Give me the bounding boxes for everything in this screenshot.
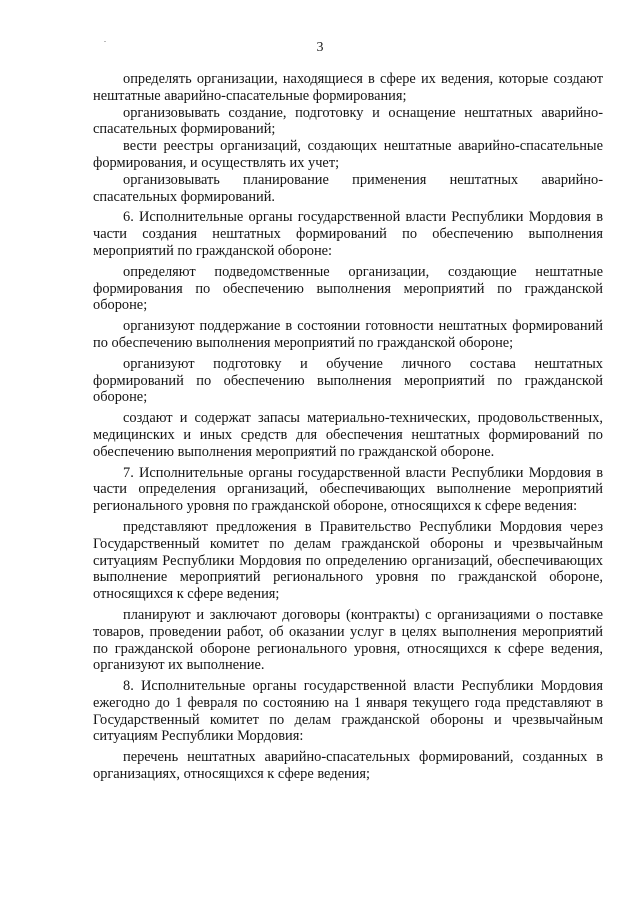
paragraph: организовывать планирование применения нештатных аварийно-спасательных формирований. [93, 171, 603, 205]
paragraph: представляют предложения в Правительство Республики Мордовия через Государственный комитет по делам гражданской обороны и чрезвычайным ситуациям Республики Мордовия по определению организаций, обеспечивающих выполнение мероприятий регионального уровня по гражданской обороне, относящихся к сфере ведения; [93, 518, 603, 603]
paragraph: организуют поддержание в состоянии готовности нештатных формирований по обеспечению выполнения мероприятий по гражданской обороне; [93, 318, 603, 351]
paragraph: вести реестры организаций, создающих нештатные аварийно-спасательные формирования, и осуществлять их учет; [93, 138, 603, 171]
paragraph: создают и содержат запасы материально-технических, продовольственных, медицинских и иных средств для обеспечения нештатных формирований по обеспечению выполнения мероприятий по гражданской обороне. [93, 410, 603, 460]
paragraph: планируют и заключают договоры (контракты) с организациями о поставке товаров, проведении работ, об оказании услуг в целях выполнения мероприятий по гражданской обороне регионального уровня, относящихся к сфере ведения, организуют их выполнение. [93, 606, 603, 674]
document-body [93, 71, 603, 783]
section-8-paragraph: 8. Исполнительные органы государственной власти Республики Мордовия ежегодно до 1 февраля по состоянию на 1 января текущего года представляют в Государственный комитет по делам гражданской обороны и чрезвычайным ситуациям Республики Мордовия: [93, 678, 603, 745]
paragraph: определять организации, находящиеся в сфере их ведения, которые создают нештатные аварийно-спасательные формирования; [93, 71, 603, 104]
section-7-paragraph: 7. Исполнительные органы государственной власти Республики Мордовия в части определения организаций, обеспечивающих выполнение мероприятий регионального уровня по гражданской обороне, относящихся к сфере ведения: [93, 464, 603, 515]
paragraph: организуют подготовку и обучение личного состава нештатных формирований по обеспечению выполнения мероприятий по гражданской обороне; [93, 355, 603, 406]
paragraph: перечень нештатных аварийно-спасательных формирований, созданных в организациях, относящихся к сфере ведения; [93, 749, 603, 783]
paragraph: организовывать создание, подготовку и оснащение нештатных аварийно-спасательных формирований; [93, 104, 603, 138]
section-6-paragraph: 6. Исполнительные органы государственной власти Республики Мордовия в части создания нештатных формирований по обеспечению выполнения мероприятий по гражданской обороне: [93, 209, 603, 259]
page-number: 3 [316, 40, 324, 55]
paragraph: определяют подведомственные организации, создающие нештатные формирования по обеспечению выполнения мероприятий по гражданской обороне; [93, 263, 603, 314]
